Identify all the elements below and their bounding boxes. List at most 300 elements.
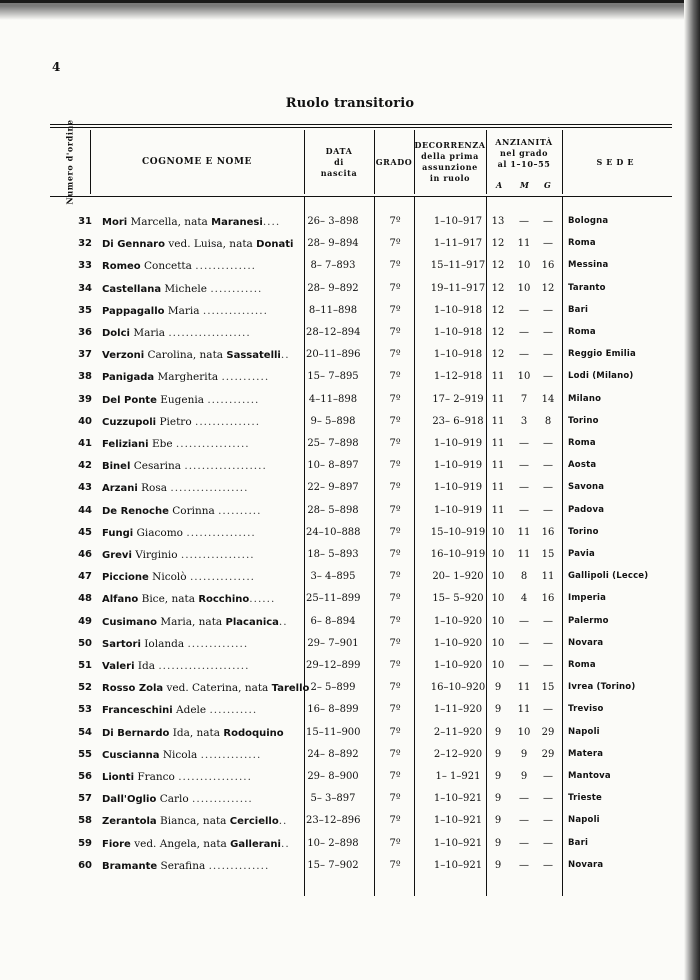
row-name bbox=[102, 616, 298, 628]
header-anz-line2: nel grado bbox=[499, 147, 549, 158]
row-anz-g: 15 bbox=[541, 549, 555, 560]
row-name bbox=[102, 571, 298, 583]
row-number: 59 bbox=[78, 837, 92, 849]
row-decorrenza: 1–10–921 bbox=[433, 793, 483, 805]
row-date: 8–11–898 bbox=[308, 304, 358, 316]
row-given: Concetta bbox=[144, 260, 192, 273]
row-anz-m: — bbox=[519, 793, 529, 805]
table-row bbox=[50, 811, 672, 833]
row-sede: Bari bbox=[568, 837, 589, 848]
row-anz-g: 16 bbox=[541, 593, 555, 605]
row-grado: 7º bbox=[389, 660, 401, 671]
row-name bbox=[102, 349, 298, 361]
row-surname: Di Gennaro bbox=[102, 239, 165, 251]
row-sede: Aosta bbox=[568, 460, 597, 471]
row-grado: 7º bbox=[389, 371, 401, 383]
row-sede: Lodi (Milano) bbox=[568, 371, 634, 382]
row-grado: 7º bbox=[389, 216, 401, 227]
table-row bbox=[50, 412, 672, 434]
row-date: 22– 9–897 bbox=[307, 482, 359, 494]
row-date: 28– 5–898 bbox=[307, 504, 359, 516]
row-number: 44 bbox=[78, 504, 92, 516]
row-sede: Gallipoli (Lecce) bbox=[568, 571, 649, 582]
row-anz-g: — bbox=[543, 216, 553, 227]
row-grado: 7º bbox=[389, 327, 401, 338]
row-maiden: Rodoquino bbox=[223, 727, 284, 739]
row-sede: Ivrea (Torino) bbox=[568, 682, 636, 693]
row-number: 55 bbox=[78, 748, 92, 760]
row-decorrenza: 20– 1–920 bbox=[432, 571, 484, 583]
table-row bbox=[50, 323, 672, 345]
row-sede: Taranto bbox=[568, 282, 606, 293]
row-grado: 7º bbox=[389, 438, 401, 449]
row-name bbox=[102, 416, 298, 428]
row-anz-m: — bbox=[519, 438, 529, 449]
row-anz-a: 11 bbox=[491, 482, 505, 494]
table-row bbox=[50, 212, 672, 234]
row-anz-m: — bbox=[519, 304, 529, 316]
row-anz-a: 11 bbox=[491, 460, 505, 472]
row-anz-a: 10 bbox=[491, 526, 505, 538]
row-surname: Cuscianna bbox=[102, 749, 160, 761]
row-anz-a: 9 bbox=[494, 837, 502, 849]
row-dots: ..................... bbox=[158, 660, 250, 672]
row-date: 4–11–898 bbox=[308, 393, 358, 405]
row-name bbox=[102, 838, 298, 850]
row-dots: ............... bbox=[189, 571, 256, 584]
row-sede: Roma bbox=[568, 327, 596, 337]
row-anz-a: 11 bbox=[491, 504, 505, 516]
row-decorrenza: 1–12–918 bbox=[433, 371, 483, 383]
row-name bbox=[102, 260, 298, 272]
row-anz-a: 11 bbox=[491, 438, 505, 449]
row-grado: 7º bbox=[389, 504, 401, 516]
row-given: Bice, nata bbox=[141, 593, 195, 606]
row-anz-m: — bbox=[519, 460, 529, 472]
row-decorrenza: 1–10–918 bbox=[433, 327, 483, 338]
row-given: Ebe bbox=[151, 438, 173, 450]
row-name bbox=[102, 727, 298, 739]
row-given: Virginio bbox=[135, 549, 178, 561]
row-date: 15–11–900 bbox=[306, 726, 361, 738]
row-date: 23–12–896 bbox=[306, 815, 361, 827]
row-surname: Cusimano bbox=[102, 616, 157, 628]
row-anz-g: 14 bbox=[541, 393, 555, 405]
header-data-line2: di bbox=[334, 156, 344, 167]
row-anz-g: 8 bbox=[544, 415, 552, 427]
row-maiden: Tarello bbox=[271, 683, 310, 695]
row-number: 46 bbox=[78, 549, 92, 560]
row-anz-g: — bbox=[543, 793, 553, 805]
table-row bbox=[50, 789, 672, 811]
row-given: ved. Caterina, nata bbox=[166, 682, 269, 695]
row-anz-m: — bbox=[519, 327, 529, 338]
row-grado: 7º bbox=[389, 704, 401, 716]
row-sede: Roma bbox=[568, 438, 596, 448]
row-dots: .............. bbox=[195, 260, 256, 273]
row-anz-m: — bbox=[519, 837, 529, 849]
row-anz-a: 11 bbox=[491, 415, 505, 427]
row-anz-g: — bbox=[543, 637, 553, 649]
header-data-line3: nascita bbox=[320, 167, 358, 178]
table-row bbox=[50, 434, 672, 456]
row-dots: ................... bbox=[184, 460, 267, 473]
row-number: 40 bbox=[78, 415, 92, 427]
row-date: 10– 2–898 bbox=[307, 837, 359, 849]
row-name bbox=[102, 815, 298, 827]
row-given: Margherita bbox=[157, 371, 219, 384]
header-dec-line1: DECORRENZA bbox=[414, 140, 486, 150]
row-anz-a: 12 bbox=[491, 260, 505, 272]
header-cognome-nome: COGNOME E NOME bbox=[142, 156, 252, 167]
row-dots: ............... bbox=[202, 304, 268, 317]
row-sede: Bologna bbox=[568, 216, 609, 226]
row-given: Marcella, nata bbox=[130, 216, 208, 228]
row-anz-g: — bbox=[543, 482, 553, 494]
row-anz-a: 9 bbox=[494, 859, 502, 871]
row-date: 5– 3–897 bbox=[310, 793, 356, 805]
row-anz-a: 13 bbox=[491, 216, 505, 227]
row-decorrenza: 2–12–920 bbox=[433, 748, 483, 760]
row-surname: Dall'Oglio bbox=[102, 794, 157, 806]
row-decorrenza: 15–11–917 bbox=[430, 260, 486, 272]
row-anz-a: 12 bbox=[491, 327, 505, 338]
row-anz-m: — bbox=[519, 349, 529, 361]
table-row bbox=[50, 723, 672, 745]
row-date: 2– 5–899 bbox=[310, 682, 356, 694]
row-grado: 7º bbox=[389, 793, 401, 805]
row-sede: Torino bbox=[568, 526, 599, 537]
row-anz-g: — bbox=[543, 859, 553, 871]
header-anz-line3: al 1–10–55 bbox=[497, 158, 551, 169]
row-anz-m: 10 bbox=[517, 726, 531, 738]
row-name bbox=[102, 860, 298, 872]
row-surname: Pappagallo bbox=[102, 305, 165, 317]
table-row bbox=[50, 589, 672, 611]
row-date: 29–12–899 bbox=[306, 660, 361, 671]
row-name bbox=[102, 527, 298, 539]
row-dots: .............. bbox=[208, 859, 270, 872]
row-anz-g: — bbox=[543, 815, 553, 827]
row-anz-g: — bbox=[543, 349, 553, 361]
row-decorrenza: 17– 2–919 bbox=[432, 393, 484, 405]
row-anz-a: 12 bbox=[491, 282, 505, 294]
row-name bbox=[102, 793, 298, 805]
row-name bbox=[102, 593, 298, 605]
row-given: Corinna bbox=[172, 504, 215, 517]
row-given: Rosa bbox=[141, 482, 168, 495]
header-data-nascita bbox=[304, 130, 374, 194]
row-surname: Mori bbox=[102, 217, 128, 228]
row-decorrenza: 1–10–921 bbox=[433, 837, 483, 849]
row-dots: ........... bbox=[209, 704, 258, 717]
row-surname: Verzoni bbox=[102, 350, 145, 362]
row-anz-a: 12 bbox=[491, 304, 505, 316]
row-number: 34 bbox=[78, 282, 92, 294]
row-maiden: Maranesi bbox=[211, 217, 263, 228]
row-date: 29– 7–901 bbox=[307, 637, 359, 649]
row-anz-m: 7 bbox=[520, 393, 528, 405]
row-name bbox=[102, 438, 298, 450]
row-maiden: Sassatelli bbox=[226, 350, 281, 362]
row-number: 42 bbox=[78, 460, 92, 472]
row-grado: 7º bbox=[389, 771, 401, 782]
row-date: 6– 8–894 bbox=[310, 615, 356, 627]
row-decorrenza: 15– 5–920 bbox=[432, 593, 484, 605]
row-name bbox=[102, 771, 298, 783]
row-grado: 7º bbox=[389, 304, 401, 316]
row-name bbox=[102, 660, 298, 672]
row-date: 26– 3–898 bbox=[307, 216, 359, 227]
row-number: 54 bbox=[78, 726, 92, 738]
row-grado: 7º bbox=[389, 260, 401, 272]
row-anz-m: 11 bbox=[517, 549, 531, 560]
table-row bbox=[50, 856, 672, 878]
table-row bbox=[50, 501, 672, 523]
row-grado: 7º bbox=[389, 815, 401, 827]
header-top-rule bbox=[50, 124, 672, 125]
page-title: Ruolo transitorio bbox=[285, 96, 415, 111]
row-anz-m: 10 bbox=[517, 282, 531, 294]
row-name bbox=[102, 216, 298, 228]
table-row bbox=[50, 456, 672, 478]
row-dots: ............... bbox=[195, 415, 261, 428]
row-date: 10– 8–897 bbox=[307, 460, 359, 472]
row-given: Nicolò bbox=[152, 571, 187, 584]
table-row bbox=[50, 678, 672, 700]
row-decorrenza: 16–10–919 bbox=[430, 549, 486, 560]
row-dots: ............ bbox=[210, 282, 263, 295]
row-sede: Torino bbox=[568, 415, 599, 426]
row-date: 15– 7–902 bbox=[307, 859, 359, 871]
row-decorrenza: 19–11–917 bbox=[430, 282, 486, 294]
row-number: 37 bbox=[78, 349, 92, 361]
header-num-ordine-text: Numero d'ordine bbox=[65, 119, 75, 205]
table-row bbox=[50, 767, 672, 789]
scan-edge-right bbox=[684, 0, 700, 980]
row-maiden: Placanica bbox=[225, 616, 279, 628]
row-date: 28– 9–892 bbox=[307, 282, 359, 294]
row-name bbox=[102, 283, 298, 295]
header-anz-g: G bbox=[544, 180, 551, 190]
row-anz-m: 10 bbox=[517, 371, 531, 383]
row-anz-a: 11 bbox=[491, 371, 505, 383]
row-sede: Roma bbox=[568, 660, 596, 670]
row-anz-a: 10 bbox=[491, 593, 505, 605]
header-dec-line3: assunzione bbox=[422, 162, 478, 172]
row-sede: Reggio Emilia bbox=[568, 349, 636, 360]
row-surname: Franceschini bbox=[102, 705, 173, 717]
table-row bbox=[50, 367, 672, 389]
row-surname: Cuzzupoli bbox=[102, 416, 157, 428]
row-name bbox=[102, 305, 298, 317]
row-dots: .............. bbox=[187, 637, 249, 650]
row-number: 60 bbox=[78, 859, 92, 871]
row-grado: 7º bbox=[389, 859, 401, 871]
row-given: Carolina, nata bbox=[147, 349, 224, 362]
row-name bbox=[102, 505, 298, 517]
row-anz-g: 16 bbox=[541, 526, 555, 538]
row-number: 56 bbox=[78, 771, 92, 782]
row-given: Maria bbox=[133, 327, 165, 339]
row-given: Iolanda bbox=[144, 637, 185, 650]
row-anz-g: 29 bbox=[541, 726, 555, 738]
row-sede: Palermo bbox=[568, 615, 609, 626]
table-row bbox=[50, 279, 672, 301]
row-anz-a: 10 bbox=[491, 660, 505, 671]
row-anz-m: 8 bbox=[520, 571, 528, 583]
row-grado: 7º bbox=[389, 549, 401, 560]
row-date: 16– 8–899 bbox=[307, 704, 359, 716]
row-surname: Fungi bbox=[102, 527, 134, 539]
row-dots: ................. bbox=[175, 438, 250, 450]
row-number: 58 bbox=[78, 815, 92, 827]
row-anz-a: 9 bbox=[494, 793, 502, 805]
row-date: 18– 5–893 bbox=[307, 549, 359, 560]
row-surname: Panigada bbox=[102, 372, 155, 384]
row-given: Cesarina bbox=[133, 460, 182, 473]
row-date: 8– 7–893 bbox=[310, 260, 356, 272]
row-dots: .. bbox=[280, 349, 290, 362]
row-maiden: Cerciello bbox=[229, 816, 279, 828]
row-given: Serafina bbox=[160, 859, 206, 872]
row-given: ved. Angela, nata bbox=[134, 837, 227, 850]
table-header bbox=[50, 119, 672, 205]
row-sede: Novara bbox=[568, 859, 604, 870]
row-anz-m: — bbox=[519, 504, 529, 516]
row-anz-g: — bbox=[543, 837, 553, 849]
row-anz-g: 12 bbox=[541, 282, 555, 294]
row-grado: 7º bbox=[389, 393, 401, 405]
row-decorrenza: 1–10–920 bbox=[433, 660, 483, 671]
row-surname: De Renoche bbox=[102, 505, 169, 517]
row-sede: Messina bbox=[568, 260, 609, 271]
row-name bbox=[102, 238, 298, 250]
row-sede: Padova bbox=[568, 504, 605, 515]
row-anz-m: 11 bbox=[517, 682, 531, 694]
row-anz-a: 9 bbox=[494, 815, 502, 827]
row-dots: ............ bbox=[207, 393, 260, 406]
row-anz-g: 15 bbox=[541, 682, 555, 694]
row-decorrenza: 1–10–920 bbox=[433, 637, 483, 649]
table-row bbox=[50, 345, 672, 367]
scan-edge-top bbox=[0, 0, 700, 22]
row-surname: Rosso Zola bbox=[102, 683, 164, 695]
row-decorrenza: 1–11–917 bbox=[433, 238, 483, 250]
row-anz-m: — bbox=[519, 859, 529, 871]
row-decorrenza: 1–10–920 bbox=[433, 615, 483, 627]
row-decorrenza: 1–10–918 bbox=[433, 349, 483, 361]
row-number: 31 bbox=[78, 216, 92, 227]
page-number: 4 bbox=[52, 60, 61, 74]
row-anz-m: — bbox=[519, 216, 529, 227]
row-anz-a: 9 bbox=[494, 771, 502, 782]
row-grado: 7º bbox=[389, 571, 401, 583]
row-number: 51 bbox=[78, 660, 92, 671]
row-anz-a: 9 bbox=[494, 726, 502, 738]
row-number: 47 bbox=[78, 571, 92, 583]
table-row bbox=[50, 234, 672, 256]
row-anz-m: 4 bbox=[520, 593, 528, 605]
table-row bbox=[50, 390, 672, 412]
header-data-line1: DATA bbox=[325, 145, 353, 156]
row-decorrenza: 1–10–918 bbox=[433, 304, 483, 316]
row-anz-a: 10 bbox=[491, 615, 505, 627]
header-top-rule-2 bbox=[50, 127, 672, 128]
row-name bbox=[102, 638, 298, 650]
row-name bbox=[102, 327, 298, 339]
row-decorrenza: 1–10–919 bbox=[433, 460, 483, 472]
row-number: 33 bbox=[78, 260, 92, 272]
row-given: Ida bbox=[137, 660, 155, 672]
row-anz-m: 11 bbox=[517, 526, 531, 538]
row-given: Nicola bbox=[162, 748, 198, 761]
row-anz-m: — bbox=[519, 660, 529, 671]
row-grado: 7º bbox=[389, 748, 401, 760]
table-row bbox=[50, 745, 672, 767]
row-sede: Savona bbox=[568, 482, 605, 493]
row-anz-a: 9 bbox=[494, 704, 502, 716]
row-sede: Napoli bbox=[568, 726, 600, 737]
row-sede: Milano bbox=[568, 393, 602, 404]
row-sede: Napoli bbox=[568, 815, 600, 826]
row-given: Maria, nata bbox=[160, 615, 223, 628]
row-date: 25– 7–898 bbox=[307, 438, 359, 449]
row-anz-m: — bbox=[519, 482, 529, 494]
row-surname: Di Bernardo bbox=[102, 727, 170, 739]
header-bottom-rule bbox=[50, 196, 672, 197]
row-date: 24– 8–892 bbox=[307, 748, 359, 760]
row-name bbox=[102, 371, 298, 383]
row-anz-a: 9 bbox=[494, 748, 502, 760]
row-surname: Piccione bbox=[102, 572, 149, 584]
row-anz-g: — bbox=[543, 504, 553, 516]
row-grado: 7º bbox=[389, 637, 401, 649]
row-grado: 7º bbox=[389, 415, 401, 427]
header-anzianita bbox=[486, 130, 562, 176]
row-given: Ida, nata bbox=[172, 726, 221, 739]
header-sede: SEDE bbox=[596, 156, 638, 167]
row-grado: 7º bbox=[389, 837, 401, 849]
row-sede: Treviso bbox=[568, 704, 604, 715]
table-row bbox=[50, 478, 672, 500]
row-date: 28–12–894 bbox=[306, 327, 361, 338]
row-grado: 7º bbox=[389, 349, 401, 361]
row-anz-a: 9 bbox=[494, 682, 502, 694]
row-sede: Pavia bbox=[568, 549, 595, 559]
row-number: 52 bbox=[78, 682, 92, 694]
row-anz-g: — bbox=[543, 771, 553, 782]
row-sede: Bari bbox=[568, 304, 589, 315]
row-number: 50 bbox=[78, 637, 92, 649]
row-grado: 7º bbox=[389, 726, 401, 738]
row-name bbox=[102, 482, 298, 494]
row-surname: Valeri bbox=[102, 661, 135, 672]
row-anz-m: — bbox=[519, 615, 529, 627]
row-anz-m: 11 bbox=[517, 238, 531, 250]
row-grado: 7º bbox=[389, 460, 401, 472]
row-anz-m: 9 bbox=[520, 748, 528, 760]
row-anz-g: — bbox=[543, 438, 553, 449]
row-sede: Trieste bbox=[568, 793, 603, 804]
row-surname: Grevi bbox=[102, 550, 132, 561]
row-decorrenza: 1–10–919 bbox=[433, 438, 483, 449]
row-anz-m: 11 bbox=[517, 704, 531, 716]
row-maiden: Donati bbox=[256, 239, 294, 251]
row-surname: Romeo bbox=[102, 261, 141, 273]
row-decorrenza: 1–10–921 bbox=[433, 859, 483, 871]
row-grado: 7º bbox=[389, 593, 401, 605]
